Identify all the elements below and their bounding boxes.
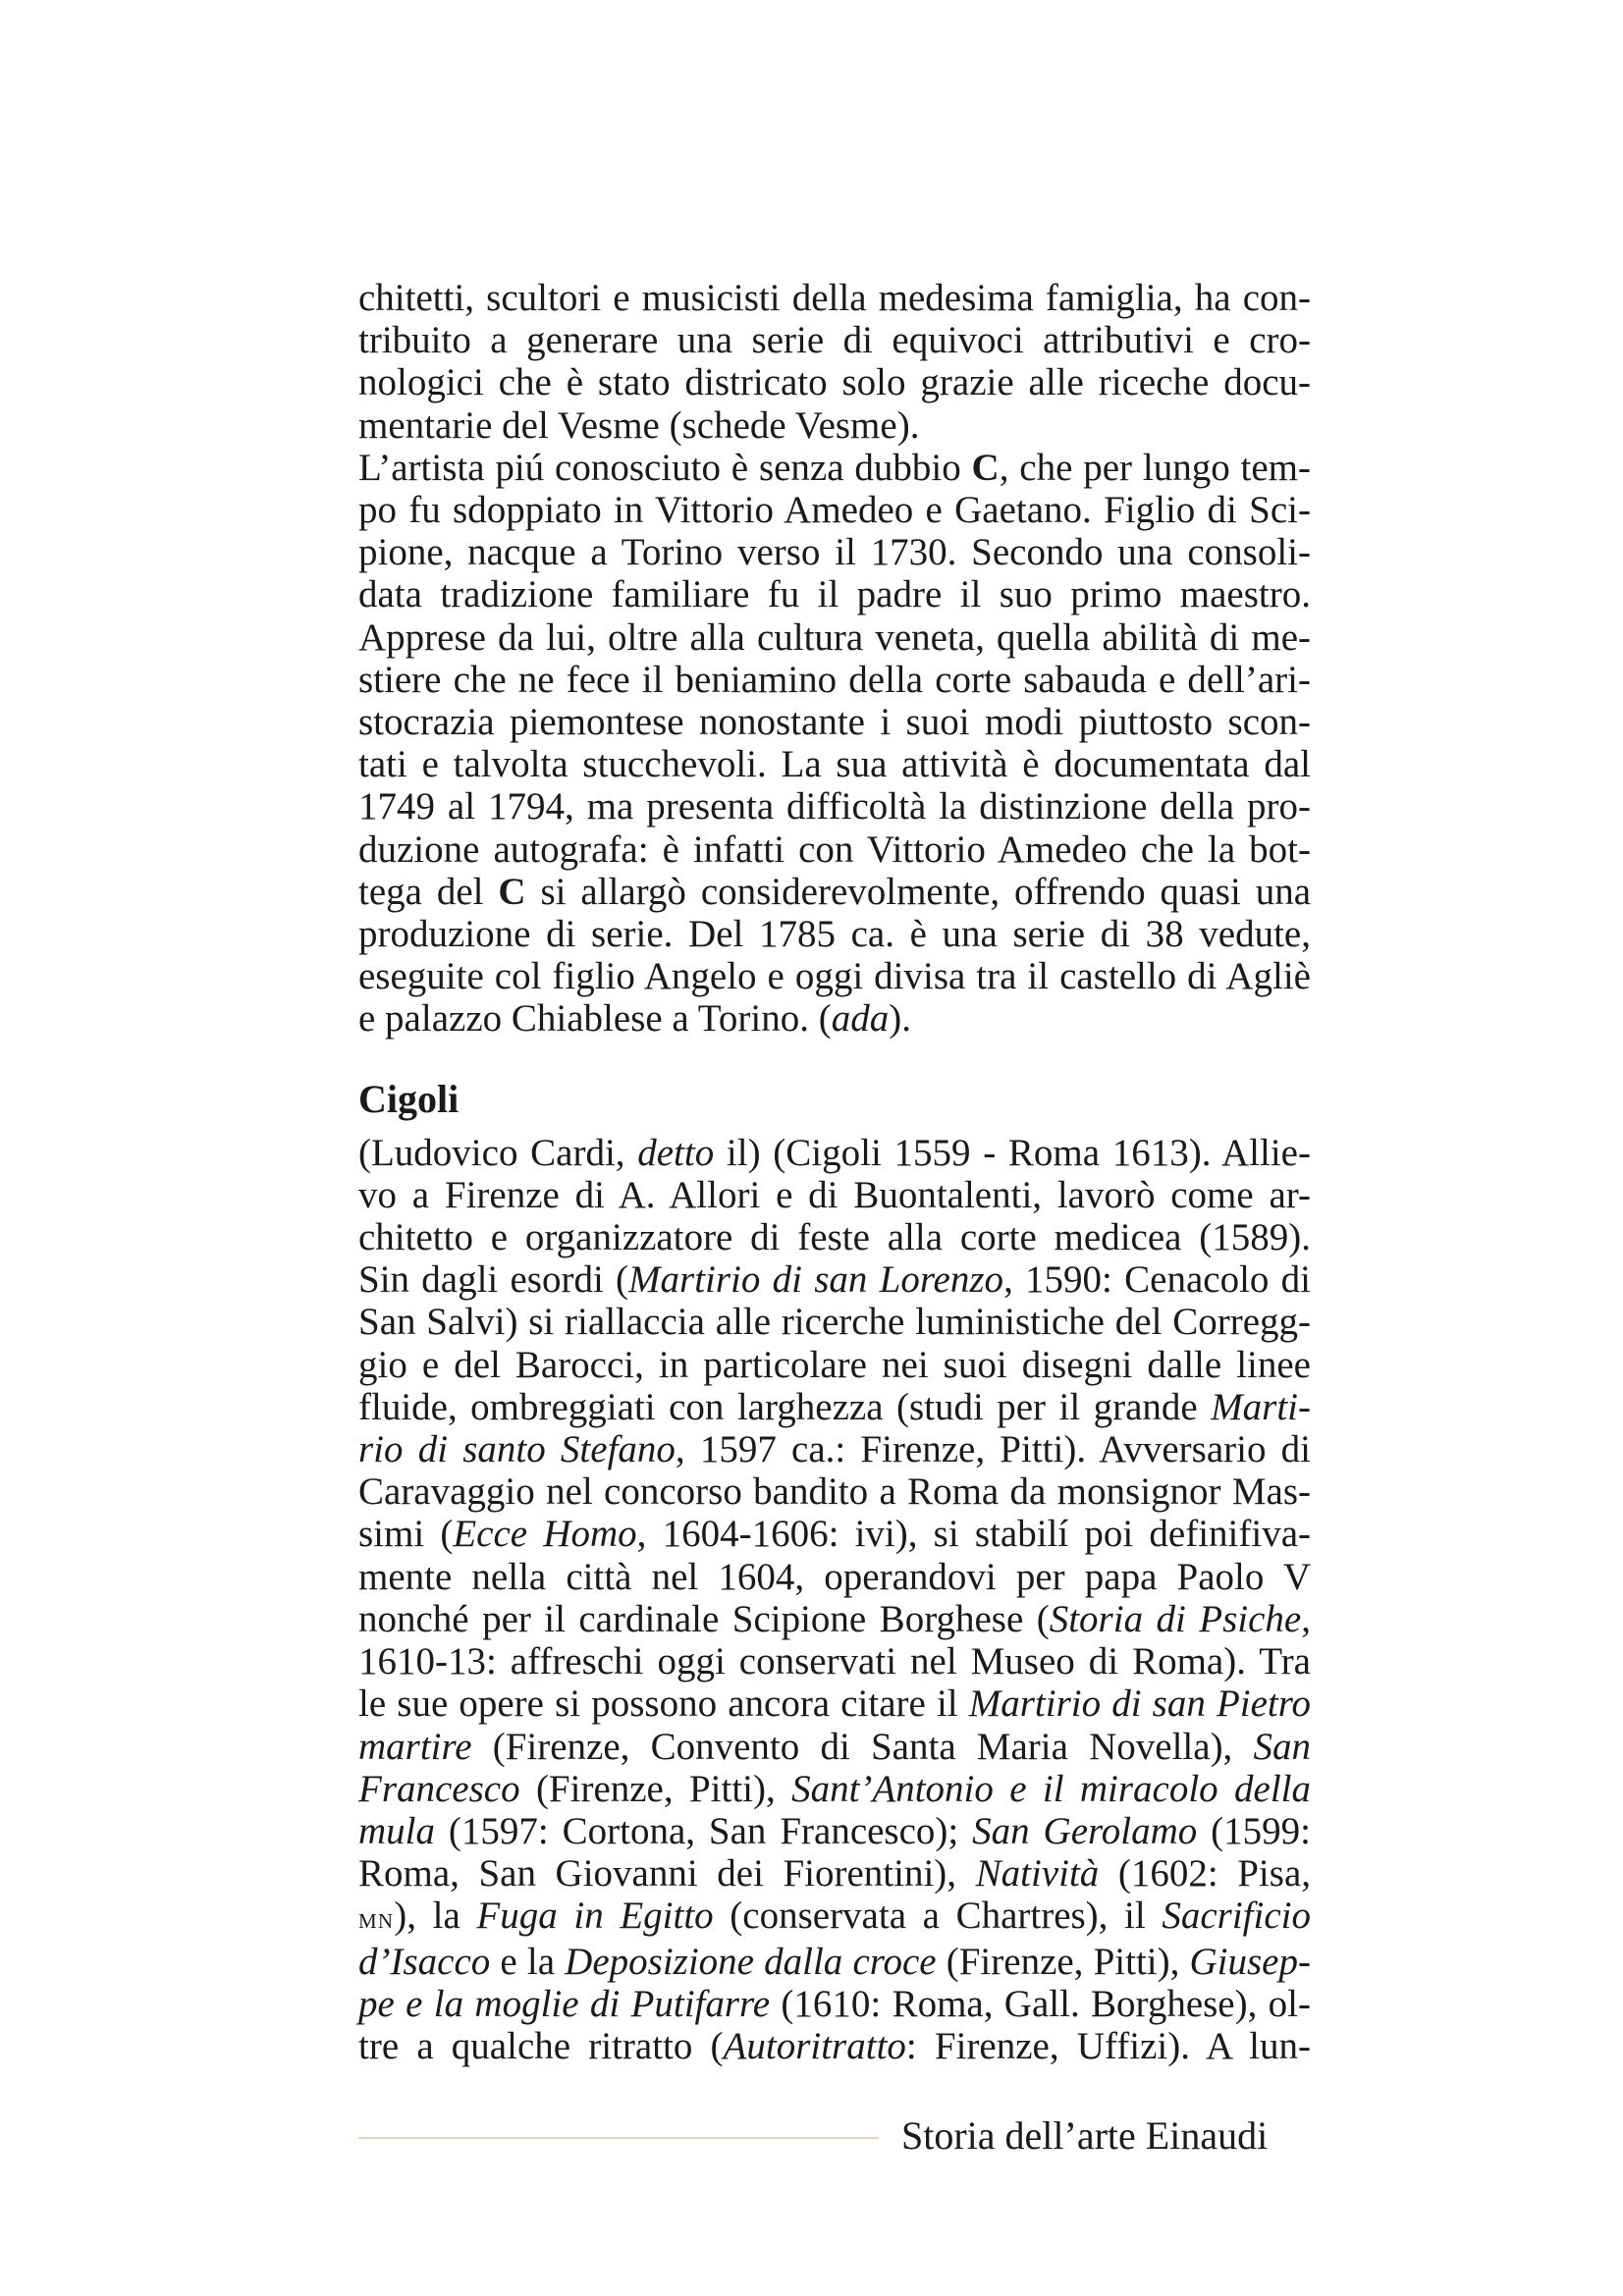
text-line: data tradizione familiare fu il padre il suo primo maestro. [358,573,1311,616]
text-line [358,1513,1311,1555]
text-line [358,1258,1311,1301]
text-run: nonché per il cardinale Scipione Borghese ( [358,1597,1050,1640]
entry-title: Cigoli [358,1076,460,1121]
text-line: duzione autografa: è infatti con Vittorio Amedeo che la bot- [358,828,1311,871]
text-run: (1599: [1197,1809,1311,1852]
italic-run: Martirio di san Lorenzo [628,1258,1004,1302]
text-line [358,1768,1311,1810]
text-run: tre a qualche ritratto ( [358,2024,724,2067]
text-line [358,1132,1311,1174]
italic-run: pe e la moglie di Putifarre [358,1982,771,2025]
text-line: 1610-13: affreschi oggi conservati nel Museo di Roma). Tra [358,1640,1311,1683]
text-run: (1597: Cortona, San Francesco); [435,1809,973,1852]
italic-run: Deposizione dalla croce [565,1940,937,1983]
text-run: (Ludovico Cardi, [358,1131,638,1174]
text-line: stiere che ne fece il beniamino della corte sabauda e dell’ari- [358,658,1311,701]
text-run: , che per lungo tem- [999,446,1311,489]
text-line: chitetto e organizzatore di feste alla corte medicea (1589). [358,1216,1311,1259]
italic-run: San [1253,1725,1311,1768]
text-line [358,1983,1311,2025]
body-text [358,277,1311,2067]
text-line: tati e talvolta stucchevoli. La sua attività è documentata dal [358,743,1311,786]
italic-run: San Gerolamo [972,1809,1198,1852]
text-line [358,871,1311,913]
text-run: fluide, ombreggiati con larghezza (studi per il grande [358,1385,1212,1428]
bold-run: C [971,446,1000,489]
footer-rule [358,2137,879,2139]
bold-run: C [498,870,526,913]
text-line [358,1598,1311,1640]
text-run: , 1604-1606: ivi), si stabilí poi definifiva- [636,1513,1312,1556]
text-run: Roma, San Giovanni dei Fiorentini), [358,1852,976,1896]
italic-run: Sacrificio [1162,1895,1311,1938]
text-run: si allargò considerevolmente, offrendo quasi una [525,870,1311,913]
text-run: (1610: Roma, Gall. Borghese), ol- [770,1982,1312,2025]
italic-run: Storia di Psiche [1049,1597,1302,1640]
text-line [358,1941,1311,1983]
italic-run: Natività [975,1852,1100,1896]
text-run: e palazzo Chiablese a Torino. ( [358,997,832,1041]
footer-publisher: Storia dell’arte Einaudi [901,2113,1269,2158]
italic-run: Francesco [358,1767,520,1810]
text-line: tribuito a generare una serie di equivoci attributivi e cro- [358,319,1311,362]
entry-body [358,1132,1311,2067]
text-line [358,1386,1311,1428]
paragraph-continuation [358,277,1311,447]
text-run: le sue opere si possono ancora citare il [358,1682,969,1726]
italic-run: martire [358,1725,472,1768]
text-line [358,1852,1311,1895]
text-line: gio e del Barocci, in particolare nei suoi disegni dalle linee [358,1343,1311,1386]
text-run: e la [490,1940,566,1983]
text-line: vo a Firenze di A. Allori e di Buontalenti, lavorò come ar- [358,1173,1311,1216]
text-run: , 1597 ca.: Firenze, Pitti). Avversario di [675,1428,1311,1471]
text-line: produzione di serie. Del 1785 ca. è una serie di 38 vedute, [358,913,1311,956]
text-run: , [1301,1597,1311,1640]
text-run: (Firenze, Pitti), [519,1767,792,1810]
text-line [358,1428,1311,1470]
text-run: : Firenze, Uffizi). A lun- [905,2024,1311,2067]
text-line: mente nella città nel 1604, operandovi per papa Paolo V [358,1555,1311,1598]
italic-run: d’Isacco [358,1940,491,1983]
text-run: (Firenze, Convento di Santa Maria Novella), [471,1725,1254,1768]
italic-run: Fuga in Egitto [476,1895,714,1938]
italic-run: Autoritratto [723,2024,906,2067]
text-run: il) (Cigoli 1559 - Roma 1613). Allie- [714,1131,1311,1174]
italic-run: Martirio di san Pietro [968,1682,1311,1726]
italic-run: Marti- [1211,1385,1311,1428]
text-line: San Salvi) si riallaccia alle ricerche luministiche del Corregg- [358,1301,1311,1344]
text-run: simi ( [358,1513,454,1556]
text-line: Apprese da lui, oltre alla cultura veneta, quella abilità di me- [358,615,1311,659]
italic-run: Ecce Homo [453,1513,637,1556]
italic-run: detto [637,1131,715,1174]
italic-run: mula [358,1809,435,1852]
author-initials: ada [831,997,890,1041]
text-line [358,997,1311,1040]
italic-run: Sant’Antonio e il miracolo della [791,1767,1311,1810]
text-line [358,1726,1311,1768]
text-line [358,2025,1311,2067]
paragraph-artist [358,447,1311,1041]
text-run: L’artista piú conosciuto è senza dubbio [358,446,972,489]
text-line [358,1895,1311,1940]
text-line: Caravaggio nel concorso bandito a Roma da monsignor Mas- [358,1470,1311,1514]
text-line: nologici che è stato districato solo grazie alle riceche docu- [358,361,1311,404]
small-caps-run: mn [358,1901,395,1936]
text-run: ). [889,997,911,1041]
text-run: (conservata a Chartres), il [713,1895,1163,1938]
text-line: eseguite col figlio Angelo e oggi divisa tra il castello di Agliè [358,955,1311,998]
text-run: (Firenze, Pitti), [936,1940,1190,1983]
text-line: stocrazia piemontese nonostante i suoi modi piuttosto scon- [358,701,1311,744]
spacer [358,1041,1311,1077]
text-line: 1749 al 1794, ma presenta difficoltà la distinzione della pro- [358,785,1311,828]
text-line [358,1682,1311,1725]
text-line [358,1810,1311,1852]
text-run: Sin dagli esordi ( [358,1258,629,1302]
text-line: pione, nacque a Torino verso il 1730. Secondo una consoli- [358,531,1311,574]
italic-run: Giusep- [1189,1940,1311,1983]
text-line: chitetti, scultori e musicisti della medesima famiglia, ha con- [358,277,1311,319]
text-run: , 1590: Cenacolo di [1003,1258,1311,1302]
italic-run: rio di santo Stefano [358,1428,676,1471]
text-run: tega del [358,870,499,913]
text-line: mentarie del Vesme (schede Vesme). [358,403,920,447]
text-run: (1602: Pisa, [1099,1852,1312,1896]
text-run: ), la [394,1895,477,1938]
text-line: po fu sdoppiato in Vittorio Amedeo e Gaetano. Figlio di Sci- [358,489,1311,532]
text-line [358,447,1311,489]
